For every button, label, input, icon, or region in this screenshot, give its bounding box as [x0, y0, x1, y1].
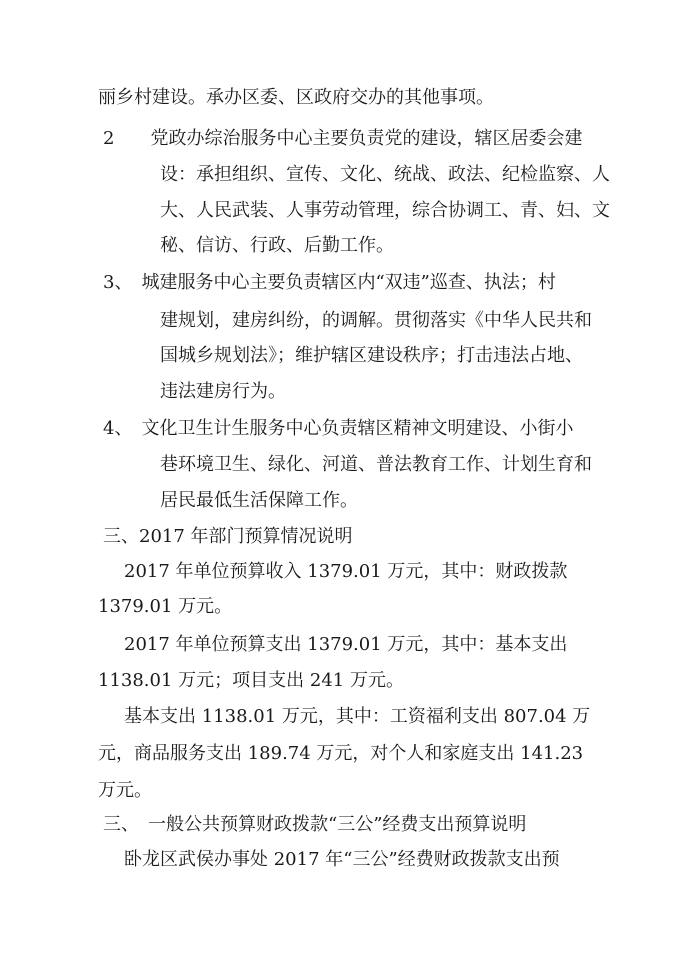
section-heading: 三、2017 年部门预算情况说明: [103, 526, 353, 547]
text-line: 万元。: [98, 780, 152, 801]
text-line: 大、人民武装、人事劳动管理，综合协调工、青、妇、文: [160, 200, 610, 221]
text-line: 居民最低生活保障工作。: [160, 490, 358, 511]
text-line: 违法建房行为。: [160, 381, 286, 402]
text-line: 设：承担组织、宣传、文化、统战、政法、纪检监察、人: [160, 164, 610, 185]
text-line: 国城乡规划法》；维护辖区建设秩序；打击违法占地、: [160, 345, 583, 366]
text-line: 1379.01 万元。: [98, 596, 233, 617]
text-line: 卧龙区武侯办事处 2017 年“三公”经费财政拨款支出预: [124, 849, 560, 870]
text-line: 3、 城建服务中心主要负责辖区内“双违”巡查、执法；村: [103, 272, 556, 293]
text-line: 2017 年单位预算收入 1379.01 万元，其中：财政拨款: [124, 561, 568, 582]
text-line: 2 党政办综治服务中心主要负责党的建设，辖区居委会建: [103, 128, 583, 149]
text-line: 巷环境卫生、绿化、河道、普法教育工作、计划生育和: [160, 454, 592, 475]
text-line: 元，商品服务支出 189.74 万元，对个人和家庭支出 141.23: [98, 743, 584, 764]
text-line: 丽乡村建设。承办区委、区政府交办的其他事项。: [98, 87, 494, 108]
text-line: 2017 年单位预算支出 1379.01 万元，其中：基本支出: [124, 634, 568, 655]
section-heading: 三、 一般公共预算财政拨款“三公”经费支出预算说明: [103, 814, 527, 835]
text-line: 秘、信访、行政、后勤工作。: [160, 235, 394, 256]
text-line: 建规划，建房纠纷，的调解。贯彻落实《中华人民共和: [160, 310, 592, 331]
text-line: 4、 文化卫生计生服务中心负责辖区精神文明建设、小街小: [103, 418, 574, 439]
text-line: 基本支出 1138.01 万元，其中：工资福利支出 807.04 万: [124, 706, 591, 727]
text-line: 1138.01 万元；项目支出 241 万元。: [98, 670, 404, 691]
